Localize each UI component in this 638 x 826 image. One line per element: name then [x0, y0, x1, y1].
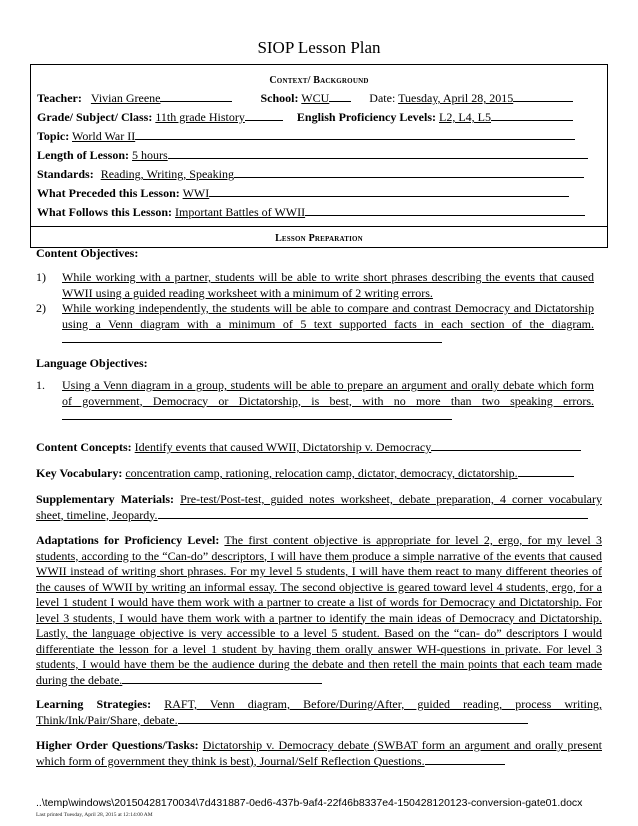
grade-value: 11th grade History	[155, 110, 245, 124]
footer-file-path: ..\temp\windows\2015042817003​4\7d431887-0ed6-437b-9af4-22f46b8337e4-150428120123-conversion-gate01.docx	[36, 797, 583, 809]
school-value: WCU	[301, 91, 330, 105]
follows-row	[37, 205, 601, 220]
date-value: Tuesday, April 28, 2015	[398, 91, 514, 105]
teacher-value: Vivian Greene	[90, 91, 161, 105]
topic-value: World War II	[72, 129, 136, 143]
grade-label: Grade/ Subject/ Class:	[37, 110, 153, 124]
standards-label: Standards:	[37, 167, 94, 181]
context-section	[30, 64, 608, 227]
length-row	[37, 148, 601, 163]
preparation-heading: Lesson Preparation	[275, 233, 363, 244]
preparation-header	[30, 227, 608, 248]
page-title: SIOP Lesson Plan	[257, 38, 381, 57]
length-label: Length of Lesson:	[37, 148, 130, 162]
topic-label: Topic:	[37, 129, 70, 143]
topic-row	[37, 129, 601, 144]
follows-label: What Follows this Lesson:	[37, 205, 173, 219]
standards-value: Reading, Writing, Speaking	[100, 167, 234, 181]
standards-row	[37, 167, 601, 182]
school-label: School:	[260, 91, 299, 105]
content-concepts: Content Concepts: Identify events that caused WWII, Dictatorship v. Democracy	[36, 440, 602, 456]
higher-order-questions: Higher Order Questions/Tasks: Dictatorship v. Democracy debate (SWBAT form an argument and orally present which form of government they think is best), Journal/Self Reflection Questions.	[36, 738, 602, 768]
follows-value: Important Battles of WWII	[175, 205, 306, 219]
learning-strategies: Learning Strategies: RAFT, Venn diagram, Before/During/After, guided reading, process writing, Think/Ink/Pair/Share, debate.	[36, 697, 603, 727]
date-label: Date:	[369, 91, 396, 105]
length-value: 5 hours	[132, 148, 168, 162]
adaptations: Adaptations for Proficiency Level: The first content objective is appropriate for level 2, ergo, for my level 3 students, according to the “Can-do” descriptors, I will have them produce a simple narrative of the events that caused WWII instead of writing short phrases. For my level 5 students, I will have them react to many different theories of the causes of WWII by writing an informal essay. The second objective is geared toward level 4 students, ergo, for a level 1 student I would have them work with a partner to create a list of words for Democracy and Dictatorship. For level 3 students, I would have them work with a partner to identify the main ideas of Democracy and Dictatorship. Lastly, the language objective is very accessible to a level 5 student. Based on the “can- do” descriptors I would differentiate the lesson for a level 1 student by having them orally answer WH-questions in private. For level 3 students, I would have them be the audience during the debate and then retell the main points that each team made during the debate.	[36, 533, 602, 687]
grade-row	[37, 110, 601, 125]
language-objective-1: 1. Using a Venn diagram in a group, students will be able to prepare an argument and orally debate which form of government, Democracy or Dictatorship, is best, with no more than two speaking errors.	[62, 378, 594, 425]
preceded-value: WWI	[182, 186, 210, 200]
language-objectives-label: Language Objectives:	[36, 356, 148, 370]
content-objectives-label: Content Objectives:	[36, 246, 139, 260]
content-objective-2: 2) While working independently, the students will be able to compare and contrast Democracy and Dictatorship using a Venn diagram with a minimum of 5 text supported facts in each section of the diagram.	[62, 301, 594, 348]
preceded-label: What Preceded this Lesson:	[37, 186, 180, 200]
key-vocabulary: Key Vocabulary: concentration camp, rationing, relocation camp, dictator, democracy, dictatorship.	[36, 466, 602, 482]
context-heading: Context/ Background	[269, 75, 369, 86]
efl-value: L2, L4, L5	[439, 110, 491, 124]
teacher-row	[37, 91, 601, 106]
footer-last-printed: Last printed Tuesday, April 28, 2015 at 12:14:00 AM	[36, 812, 153, 818]
efl-label: English Proficiency Levels:	[296, 110, 436, 124]
preceded-row	[37, 186, 601, 201]
content-objective-1: 1) While working with a partner, students will be able to write short phrases describing the events that caused WWII using a guided reading worksheet with a minimum of 2 writing errors.	[36, 270, 594, 300]
supplementary-materials: Supplementary Materials: Pre-test/Post-test, guided notes worksheet, debate preparation, 4 corner vocabulary sheet, timeline, Jeopardy.	[36, 492, 602, 522]
teacher-label: Teacher:	[37, 91, 82, 105]
